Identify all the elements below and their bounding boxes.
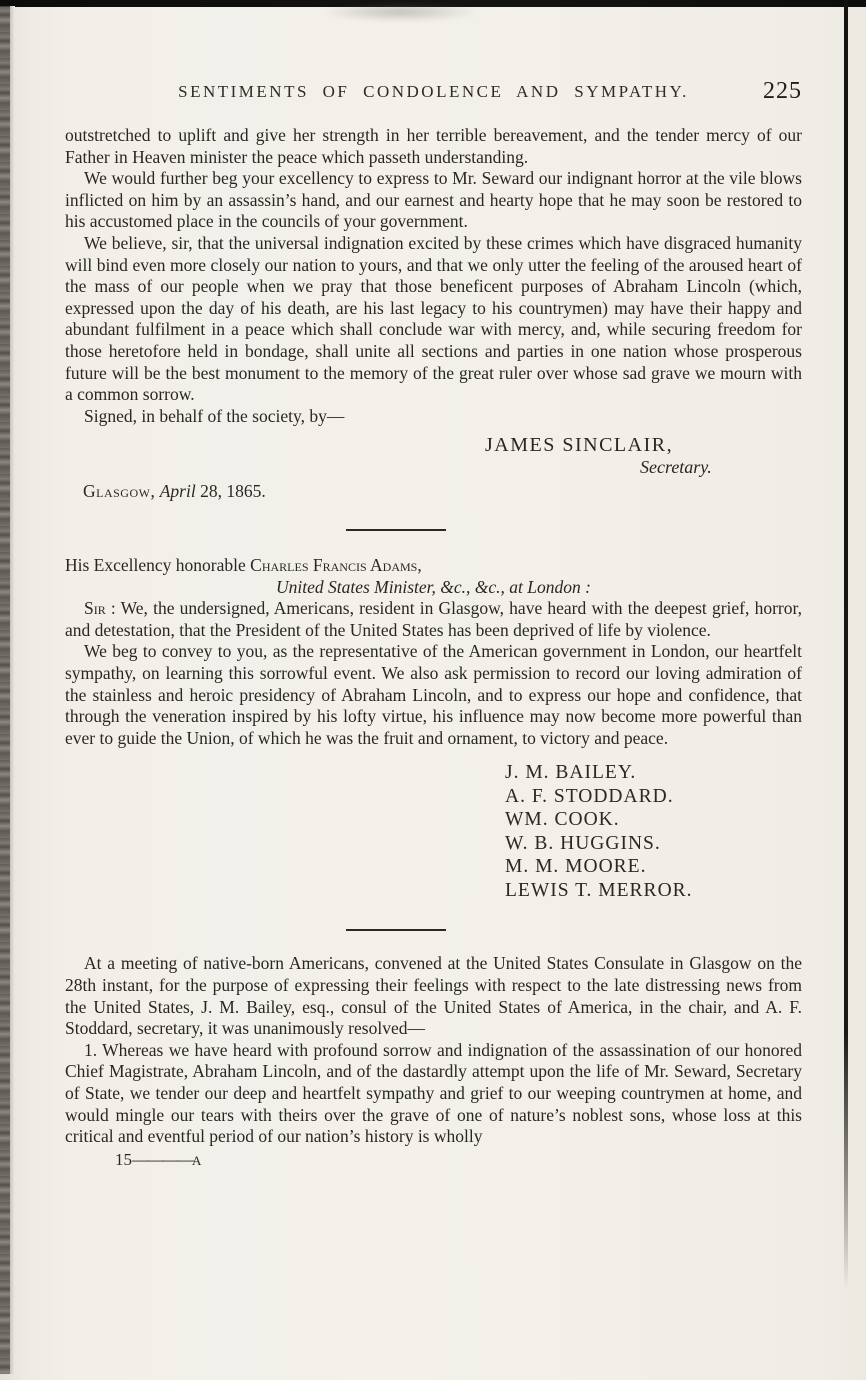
running-header-title: SENTIMENTS OF CONDOLENCE AND SYMPATHY.: [178, 82, 689, 101]
paragraph-seward: We would further beg your excellency to express to Mr. Seward our indignant horror at the vile blows inflicted on him by an assassin’s hand, and our earnest and hearty hope that he may soon be restored to his accustomed place in the councils of your government.: [65, 168, 802, 232]
dateline-rest: 28, 1865.: [195, 480, 266, 501]
page-number: 225: [763, 78, 802, 104]
meeting-resolutions: [65, 953, 802, 1171]
scan-ink-smudge: [320, 2, 480, 22]
scan-page-edge-line: [844, 0, 848, 1290]
letter-society: [65, 125, 802, 502]
signature-bailey: J. M. BAILEY.: [505, 762, 637, 784]
signature-mark-dash: ————: [132, 1149, 192, 1169]
scan-binding-gap: [10, 6, 15, 1374]
address-line-1: [65, 555, 802, 577]
scan-binding-edge: [0, 6, 10, 1374]
paragraph-believe: We believe, sir, that the universal indignation excited by these crimes which have disgraced humanity will bind even more closely our nation to yours, and that we only utter the feeling of the aroused heart of the mass of our people when we pray that those beneficent purposes of Abraham Lincoln (which, expressed upon the day of his death, are his last legacy to his countrymen) may have their happy and abundant fulfilment in a peace which shall conclude war with mercy, and, while securing freedom for those heretofore held in bondage, shall unite all sections and parties in one nation whose prosperous future will be the best monument to the memory of the great ruler over whose sad grave we mourn with a common sorrow.: [65, 232, 802, 405]
salutation-paragraph: [65, 598, 802, 641]
salutation-text: We, the undersigned, Americans, resident in Glasgow, have heard with the deepest grief, horror, and detestation, that the President of the United States has been deprived of life by violence.: [65, 598, 802, 640]
address-name: Charles Francis Adams,: [250, 555, 422, 576]
signature-merror: LEWIS T. MERROR.: [505, 879, 693, 901]
dateline-glasgow: [83, 481, 802, 503]
dateline-place: Glasgow,: [83, 480, 156, 501]
signature-cook: WM. COOK.: [505, 809, 620, 831]
signature-mark-letter: A: [192, 1152, 202, 1168]
book-page: [65, 78, 802, 1171]
signature-huggins: W. B. HUGGINS.: [505, 832, 661, 854]
letter-adams: [65, 555, 802, 902]
signed-line: Signed, in behalf of the society, by—: [84, 405, 345, 426]
signature-secretary-title: Secretary.: [640, 456, 712, 477]
signature-moore: M. M. MOORE.: [505, 856, 647, 878]
dateline-month: April: [159, 480, 196, 501]
signature-mark-number: 15: [115, 1149, 132, 1169]
paragraph-convey: We beg to convey to you, as the representative of the American government in London, our heartfelt sympathy, on learning this sorrowful event. We also ask permission to record our loving admiration of the stainless and heroic presidency of Abraham Lincoln, and to express our hope and confidence, that through the veneration inspired by his lofty virtue, his influence may now become more powerful than ever to guide the Union, of which he was the fruit and ornament, to victory and peace.: [65, 641, 802, 748]
section-divider-rule-1: [346, 529, 446, 531]
paragraph-resolution-1: 1. Whereas we have heard with profound sorrow and indignation of the assassination of our honored Chief Magistrate, Abraham Lincoln, and of the dastardly attempt upon the life of Mr. Seward, Secretary of State, we tender our deep and heartfelt sympathy and grief to our weeping countrymen at home, and would mingle our tears with theirs over the grave of one of nature’s noblest sons, whose loss at this critical and eventful period of our nation’s history is wholly: [65, 1039, 802, 1147]
signature-sinclair: JAMES SINCLAIR,: [485, 434, 674, 457]
section-divider-rule-2: [346, 929, 446, 931]
signature-stoddard: A. F. STODDARD.: [505, 785, 674, 807]
address-line-2: United States Minister, &c., &c., at London :: [276, 576, 591, 597]
address-prefix: His Excellency honorable: [65, 555, 251, 576]
signature-list: [505, 761, 802, 902]
salutation-sir: Sir :: [84, 598, 116, 619]
paragraph-meeting: At a meeting of native-born Americans, convened at the United States Consulate in Glasgow on the 28th instant, for the purpose of expressing their feelings with respect to the late distressing news from the United States, J. M. Bailey, esq., consul of the United States of America, in the chair, and A. F. Stoddard, secretary, it was unanimously resolved—: [65, 953, 802, 1039]
running-header: [65, 78, 802, 108]
printer-signature-mark: [115, 1149, 802, 1172]
paragraph-continuation: outstretched to uplift and give her strength in her terrible bereavement, and the tender mercy of our Father in Heaven minister the peace which passeth understanding.: [65, 125, 802, 167]
